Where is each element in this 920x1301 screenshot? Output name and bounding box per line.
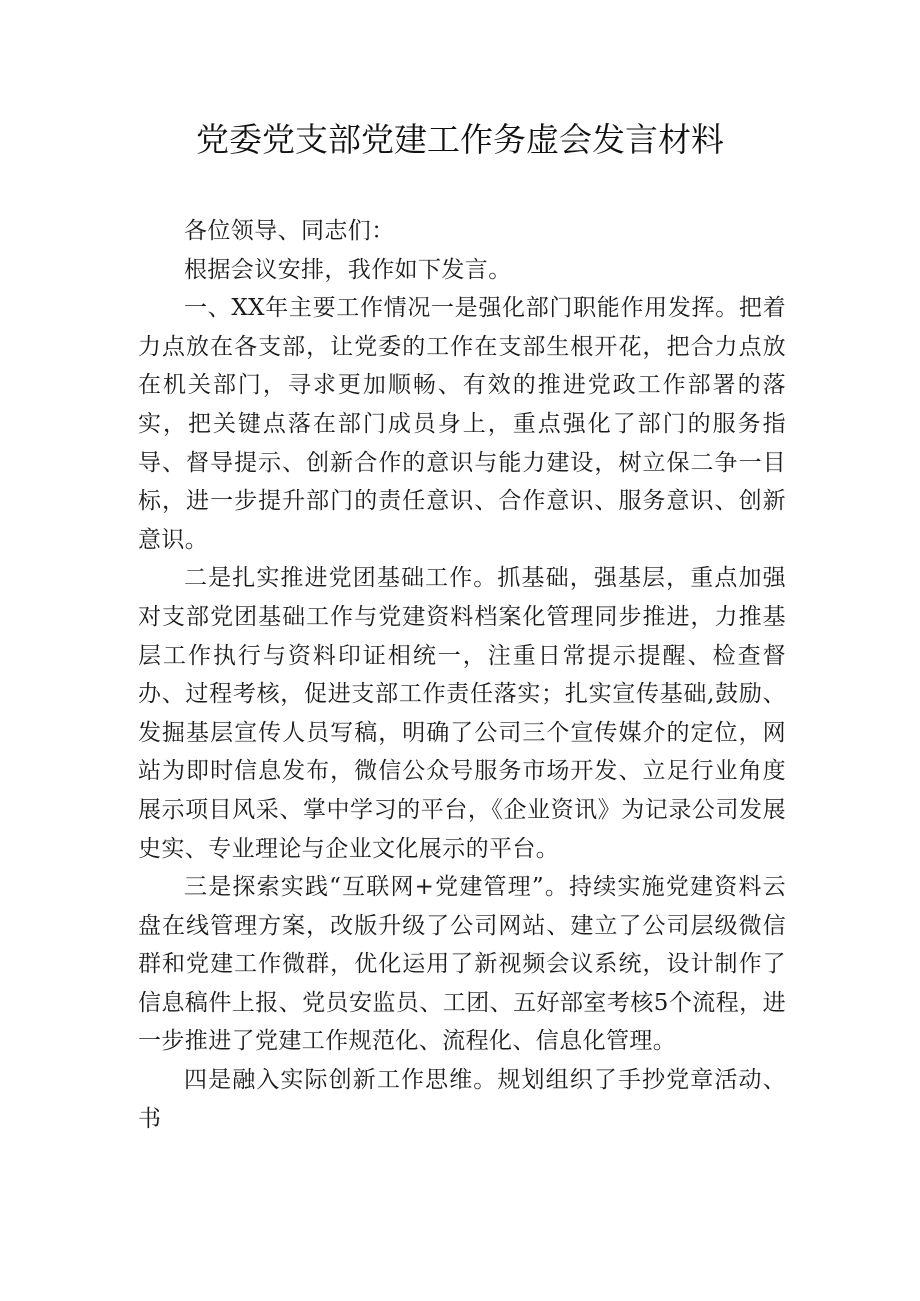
paragraph-greeting: 各位领导、同志们：: [184, 218, 395, 244]
paragraph-section-four: 四是融入实际创新工作思维。规划组织了手抄党章活动、书: [138, 1067, 786, 1132]
paragraph-section-one: 一、XX年主要工作情况一是强化部门职能作用发挥。把着力点放在各支部，让党委的工作在支部生根开花，把合力点放在机关部门，寻求更加顺畅、有效的推进党政工作部署的落实，把关键点落在部门成员身上，重点强化了部门的服务指导、督导提示、创新合作的意识与能力建设，树立保二争一目标，进一步提升部门的责任意识、合作意识、服务意识、创新意识。: [138, 295, 786, 553]
document-body: [138, 212, 786, 1138]
document-title: 党委党支部党建工作务虚会发言材料: [196, 120, 724, 159]
paragraph-section-two: 二是扎实推进党团基础工作。抓基础，强基层，重点加强对支部党团基础工作与党建资料档案化管理同步推进，力推基层工作执行与资料印证相统一，注重日常提示提醒、检查督办、过程考核，促进支部工作责任落实；扎实宣传基础,鼓励、发掘基层宣传人员写稿，明确了公司三个宣传媒介的定位，网站为即时信息发布，微信公众号服务市场开发、立足行业角度展示项目风采、掌中学习的平台，《企业资讯》为记录公司发展史实、专业理论与企业文化展示的平台。: [138, 565, 786, 862]
paragraph-intro: 根据会议安排，我作如下发言。: [184, 256, 512, 283]
paragraph-section-three: 三是探索实践“互联网+党建管理”。持续实施党建资料云盘在线管理方案，改版升级了公司网站、建立了公司层级微信群和党建工作微群，优化运用了新视频会议系统，设计制作了信息稿件上报、党员安监员、工团、五好部室考核5个流程，进一步推进了党建工作规范化、流程化、信息化管理。: [138, 874, 786, 1055]
